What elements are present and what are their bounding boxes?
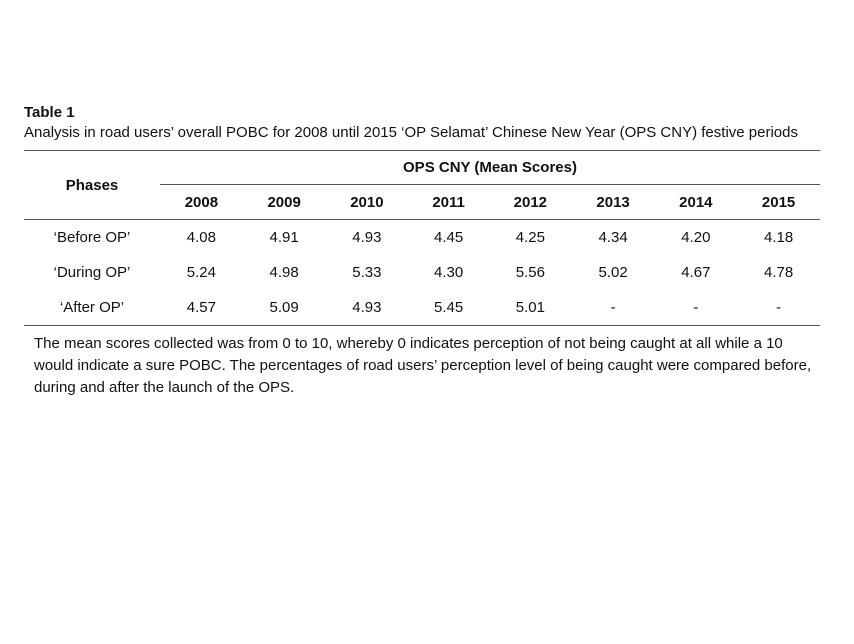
document <box>24 103 822 399</box>
year-header: 2010 <box>326 185 409 220</box>
score-cell: 5.01 <box>489 290 572 326</box>
score-cell: 5.33 <box>352 264 382 281</box>
year-header: 2014 <box>654 185 737 220</box>
year-header: 2008 <box>160 185 243 220</box>
year-header: 2012 <box>489 185 572 220</box>
table-row <box>24 255 820 290</box>
score-cell: - <box>737 290 820 326</box>
score-cell: 4.34 <box>598 229 628 246</box>
score-cell: 4.25 <box>515 229 545 246</box>
score-cell: 5.56 <box>515 264 545 281</box>
year-header: 2009 <box>243 185 326 220</box>
table-label: Table 1 <box>24 104 75 121</box>
score-cell: 4.57 <box>160 290 243 326</box>
score-cell: 4.45 <box>434 229 464 246</box>
score-cell: 4.93 <box>352 229 382 246</box>
score-cell: 4.20 <box>681 229 711 246</box>
table-row <box>24 220 820 256</box>
score-cell: 5.09 <box>243 290 326 326</box>
phases-header: Phases <box>24 151 160 220</box>
group-header: OPS CNY (Mean Scores) <box>160 151 820 185</box>
table-caption: Analysis in road users’ overall POBC for 2008 until 2015 ‘OP Selamat’ Chinese New Year (OPS CNY) festive periods <box>24 124 798 141</box>
score-cell: 4.08 <box>186 229 216 246</box>
score-cell: 4.78 <box>764 264 794 281</box>
table-footnote: The mean scores collected was from 0 to 10, whereby 0 indicates perception of not being caught at all while a 10 would indicate a sure POBC. The percentages of road users’ perception level of being caught were compared before, during and after the launch of the OPS. <box>34 335 812 396</box>
year-header: 2013 <box>572 185 655 220</box>
phase-cell: ‘After OP’ <box>24 290 160 326</box>
year-header: 2015 <box>737 185 820 220</box>
score-cell: 4.91 <box>269 229 299 246</box>
score-cell: 4.93 <box>326 290 409 326</box>
score-cell: 4.30 <box>434 264 464 281</box>
year-header: 2011 <box>408 185 489 220</box>
phase-cell: ‘Before OP’ <box>53 229 131 246</box>
phase-cell: ‘During OP’ <box>53 264 131 281</box>
score-cell: 5.02 <box>598 264 628 281</box>
pobc-table <box>24 150 820 326</box>
score-cell: 5.45 <box>408 290 489 326</box>
score-cell: 4.98 <box>269 264 299 281</box>
score-cell: - <box>572 290 655 326</box>
score-cell: 5.24 <box>186 264 216 281</box>
table-row <box>24 290 820 326</box>
score-cell: 4.67 <box>681 264 711 281</box>
score-cell: - <box>654 290 737 326</box>
score-cell: 4.18 <box>764 229 794 246</box>
